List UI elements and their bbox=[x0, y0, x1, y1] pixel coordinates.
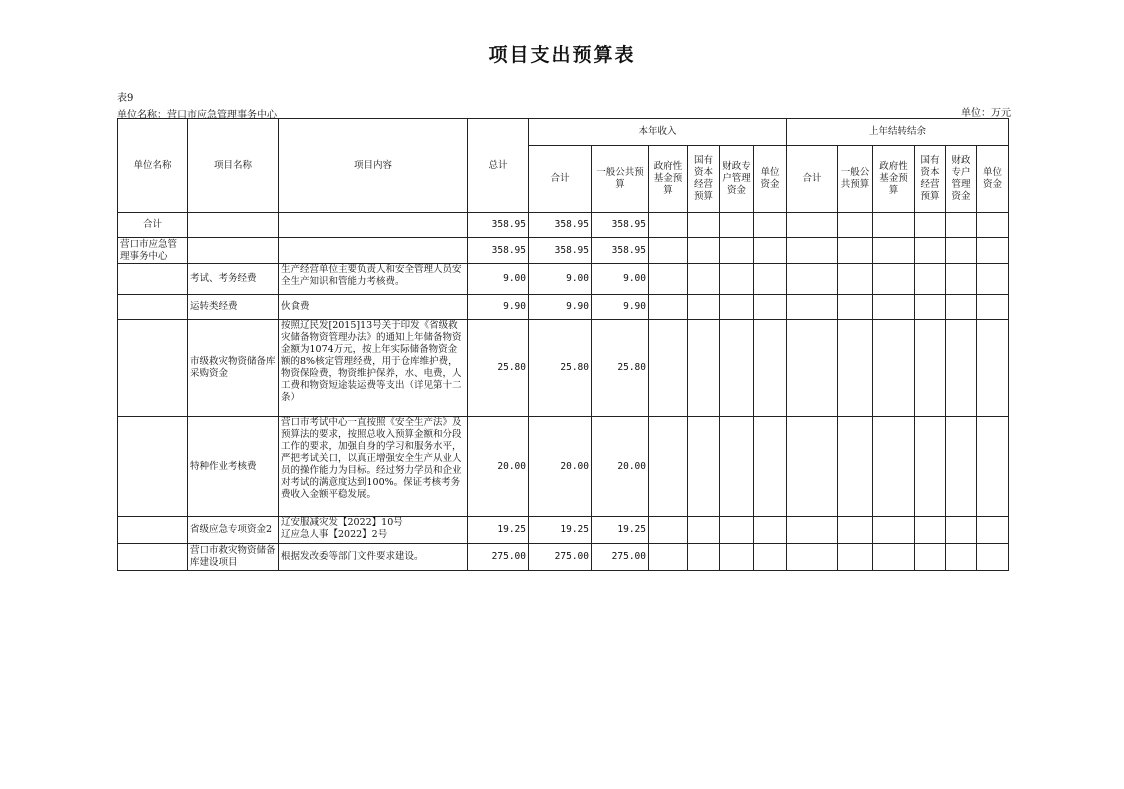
row-current-general: 19.25 bbox=[592, 517, 649, 544]
row-unit bbox=[118, 517, 188, 544]
row-total: 358.95 bbox=[468, 238, 529, 264]
header-prior-year-carryover: 上年结转结余 bbox=[787, 119, 1009, 146]
row-current-general: 358.95 bbox=[592, 213, 649, 238]
row-content: 按照辽民发[2015]13号关于印发《省级救灾储备物资管理办法》的通知上年储备物资金额为1074万元，按上年实际储备物资金额的8%核定管理经费，用于仓库维护费，物资保险费，物资维护保养，水、电费，人工费和物资短途装运费等支出（详见第十二条） bbox=[279, 320, 468, 417]
row-content: 伙食费 bbox=[279, 295, 468, 320]
row-current-total: 275.00 bbox=[529, 544, 592, 571]
table-number: 表9 bbox=[117, 93, 134, 104]
table-row bbox=[118, 213, 1009, 238]
row-current-total: 358.95 bbox=[529, 238, 592, 264]
table-row bbox=[118, 544, 1009, 571]
row-content bbox=[279, 238, 468, 264]
row-unit bbox=[118, 295, 188, 320]
unit-name-line: 单位名称：营口市应急管理事务中心 bbox=[117, 110, 277, 121]
row-project bbox=[188, 238, 279, 264]
table-row bbox=[118, 320, 1009, 417]
row-project: 营口市救灾物资储备库建设项目 bbox=[188, 544, 279, 571]
header-prior-unit: 单位资金 bbox=[977, 146, 1009, 213]
page-title: 项目支出预算表 bbox=[488, 44, 636, 66]
row-unit bbox=[118, 544, 188, 571]
row-unit: 合计 bbox=[118, 213, 188, 238]
header-current-total: 合计 bbox=[529, 146, 592, 213]
row-current-total: 9.90 bbox=[529, 295, 592, 320]
header-current-year-income: 本年收入 bbox=[529, 119, 787, 146]
row-total: 20.00 bbox=[468, 417, 529, 517]
header-current-general: 一般公共预算 bbox=[592, 146, 649, 213]
row-current-general: 25.80 bbox=[592, 320, 649, 417]
table-row bbox=[118, 295, 1009, 320]
row-content: 生产经营单位主要负责人和安全管理人员安全生产知识和管能力考核费。 bbox=[279, 264, 468, 295]
header-prior-total: 合计 bbox=[787, 146, 838, 213]
header-current-unit: 单位资金 bbox=[754, 146, 787, 213]
row-current-total: 19.25 bbox=[529, 517, 592, 544]
row-content: 根据发改委等部门文件要求建设。 bbox=[279, 544, 468, 571]
row-total: 25.80 bbox=[468, 320, 529, 417]
row-current-total: 20.00 bbox=[529, 417, 592, 517]
row-total: 19.25 bbox=[468, 517, 529, 544]
table-row bbox=[118, 264, 1009, 295]
row-current-general: 358.95 bbox=[592, 238, 649, 264]
header-prior-general: 一般公共预算 bbox=[838, 146, 873, 213]
header-prior-special: 财政专户管理资金 bbox=[946, 146, 977, 213]
row-current-total: 25.80 bbox=[529, 320, 592, 417]
header-prior-gov-fund: 政府性基金预算 bbox=[873, 146, 915, 213]
header-prior-state-capital: 国有资本经营预算 bbox=[915, 146, 946, 213]
header-current-gov-fund: 政府性基金预算 bbox=[649, 146, 688, 213]
row-current-general: 275.00 bbox=[592, 544, 649, 571]
table-row bbox=[118, 238, 1009, 264]
row-content bbox=[279, 213, 468, 238]
header-current-state-capital: 国有资本经营预算 bbox=[688, 146, 720, 213]
header-total: 总计 bbox=[468, 119, 529, 213]
row-current-general: 20.00 bbox=[592, 417, 649, 517]
table-row bbox=[118, 517, 1009, 544]
header-project: 项目名称 bbox=[188, 119, 279, 213]
row-total: 358.95 bbox=[468, 213, 529, 238]
row-total: 9.90 bbox=[468, 295, 529, 320]
row-project: 市级救灾物资储备库采购资金 bbox=[188, 320, 279, 417]
row-total: 9.00 bbox=[468, 264, 529, 295]
row-current-general: 9.00 bbox=[592, 264, 649, 295]
header-current-special: 财政专户管理资金 bbox=[720, 146, 754, 213]
row-unit bbox=[118, 417, 188, 517]
row-unit: 营口市应急管理事务中心 bbox=[118, 238, 188, 264]
row-total: 275.00 bbox=[468, 544, 529, 571]
row-unit bbox=[118, 320, 188, 417]
header-unit: 单位名称 bbox=[118, 119, 188, 213]
row-content: 辽安服减灾发【2022】10号 辽应急人事【2022】2号 bbox=[279, 517, 468, 544]
row-project: 运转类经费 bbox=[188, 295, 279, 320]
table-row bbox=[118, 417, 1009, 517]
row-current-general: 9.90 bbox=[592, 295, 649, 320]
row-content: 营口市考试中心一直按照《安全生产法》及预算法的要求，按照总收入预算金额和分段工作的要求，加强自身的学习和服务水平，严把考试关口，以真正增强安全生产从业人员的操作能力为目标。经过努力学员和企业对考试的满意度达到100%。保证考核考务费收入金额平稳发展。 bbox=[279, 417, 468, 517]
header-content: 项目内容 bbox=[279, 119, 468, 213]
row-unit bbox=[118, 264, 188, 295]
row-project: 考试、考务经费 bbox=[188, 264, 279, 295]
currency-unit: 单位：万元 bbox=[961, 108, 1011, 119]
row-current-total: 9.00 bbox=[529, 264, 592, 295]
row-project bbox=[188, 213, 279, 238]
budget-table bbox=[117, 118, 1009, 571]
row-project: 特种作业考核费 bbox=[188, 417, 279, 517]
row-current-total: 358.95 bbox=[529, 213, 592, 238]
row-project: 省级应急专项资金2 bbox=[188, 517, 279, 544]
